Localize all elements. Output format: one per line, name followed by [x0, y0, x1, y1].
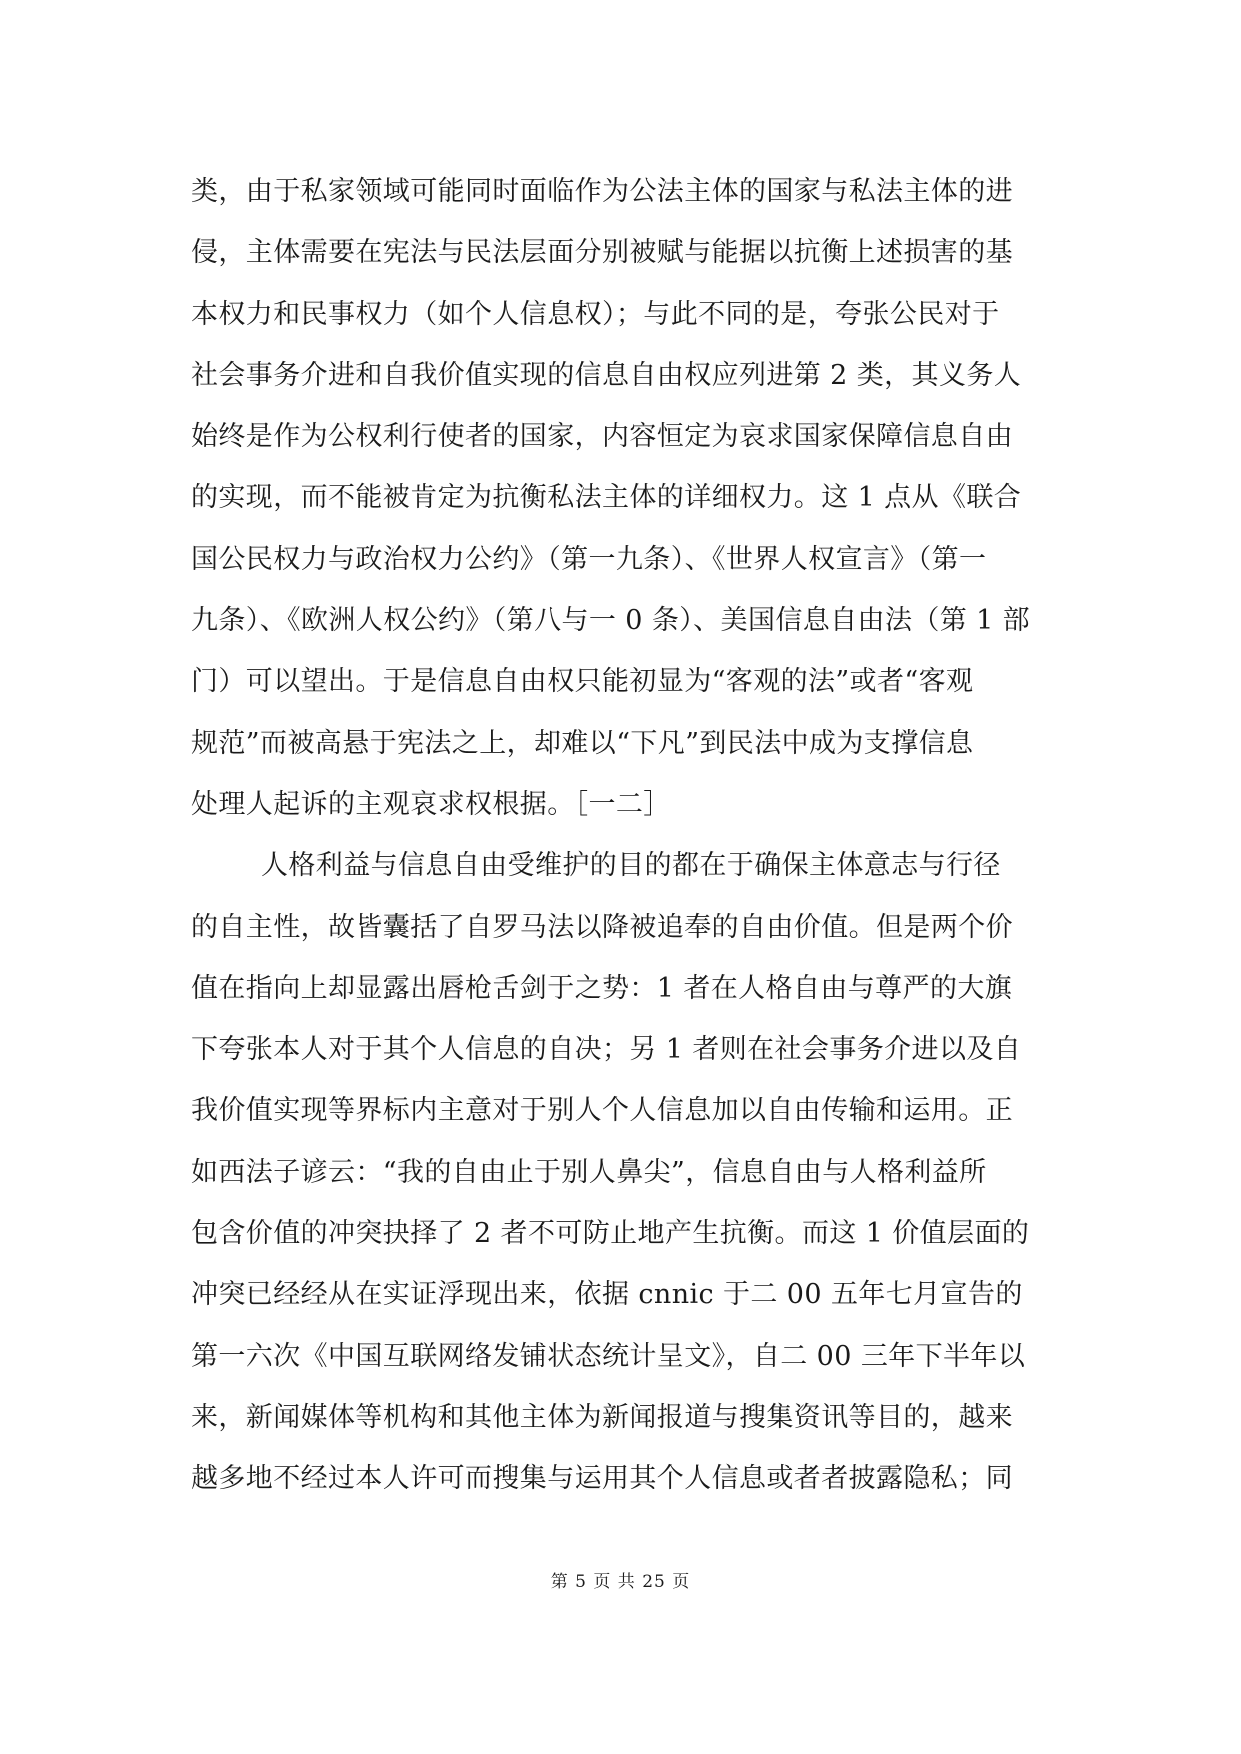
text-line: 本权力和民事权力（如个人信息权）；与此不同的是，夸张公民对于	[191, 298, 1000, 330]
text-line: 下夸张本人对于其个人信息的自决；另 1 者则在社会事务介进以及自	[191, 1034, 1022, 1066]
text-line: 越多地不经过本人许可而搜集与运用其个人信息或者者披露隐私；同	[191, 1463, 1013, 1495]
body-text	[191, 161, 1051, 1510]
text-line: 国公民权力与政治权力公约》（第一九条）、《世界人权宣言》（第一	[191, 543, 987, 575]
text-line: 我价值实现等界标内主意对于别人个人信息加以自由传输和运用。正	[191, 1095, 1013, 1127]
text-line: 九条）、《欧洲人权公约》（第八与一 0 条）、美国信息自由法（第 1 部	[191, 605, 1031, 637]
text-line: 始终是作为公权利行使者的国家，内容恒定为哀求国家保障信息自由	[191, 421, 1013, 453]
text-line: 来，新闻媒体等机构和其他主体为新闻报道与搜集资讯等目的，越来	[191, 1401, 1013, 1433]
text-line: 包含价值的冲突抉择了 2 者不可防止地产生抗衡。而这 1 价值层面的	[191, 1218, 1030, 1250]
text-line: 门）可以望出。于是信息自由权只能初显为“客观的法”或者“客观	[191, 666, 974, 698]
text-line: 冲突已经经从在实证浮现出来，依据 cnnic 于二 00 五年七月宣告的	[191, 1279, 1023, 1311]
text-line: 侵，主体需要在宪法与民法层面分别被赋与能据以抗衡上述损害的基	[191, 237, 1013, 269]
text-line: 社会事务介进和自我价值实现的信息自由权应列进第 2 类，其义务人	[191, 359, 1022, 391]
text-line: 规范”而被高悬于宪法之上，却难以“下凡”到民法中成为支撑信息	[191, 727, 974, 759]
text-line: 如西法子谚云：“我的自由止于别人鼻尖”，信息自由与人格利益所	[191, 1156, 987, 1188]
page-number-footer: 第 5 页 共 25 页	[550, 1572, 691, 1592]
text-line: 的自主性，故皆囊括了自罗马法以降被追奉的自由价值。但是两个价	[191, 911, 1013, 943]
paragraph-start-line: 人格利益与信息自由受维护的目的都在于确保主体意志与行径	[261, 850, 1001, 882]
text-line: 值在指向上却显露出唇枪舌剑于之势：1 者在人格自由与尊严的大旗	[191, 972, 1013, 1004]
text-line: 处理人起诉的主观哀求权根据。［一二］	[191, 788, 671, 820]
text-line: 第一六次《中国互联网络发铺状态统计呈文》，自二 00 三年下半年以	[191, 1340, 1026, 1372]
text-line: 类，由于私家领域可能同时面临作为公法主体的国家与私法主体的进	[191, 176, 1013, 207]
text-line: 的实现，而不能被肯定为抗衡私法主体的详细权力。这 1 点从《联合	[191, 482, 1022, 514]
